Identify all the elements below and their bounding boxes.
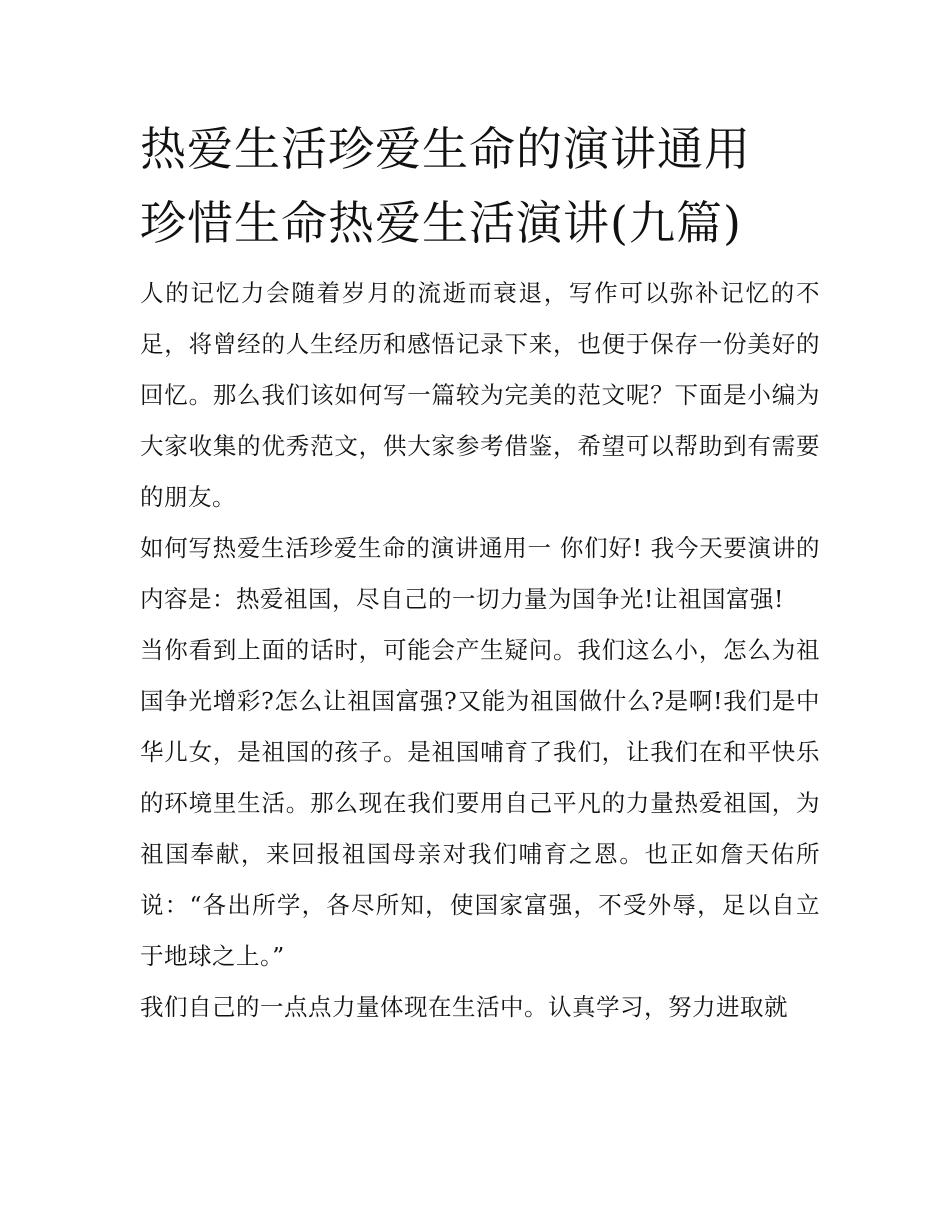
document-body	[140, 112, 820, 1033]
intro-paragraph: 人的记忆力会随着岁月的流逝而衰退，写作可以弥补记忆的不足，将曾经的人生经历和感悟记录下来，也便于保存一份美好的回忆。那么我们该如何写一篇较为完美的范文呢？下面是小编为大家收集的优秀范文，供大家参考借鉴，希望可以帮助到有需要的朋友。	[140, 279, 820, 511]
title-line-1: 热爱生活珍爱生命的演讲通用	[140, 122, 751, 176]
title-line-2: 珍惜生命热爱生活演讲(九篇)	[140, 196, 742, 250]
document-title	[140, 112, 820, 260]
speech-body-paragraph: 当你看到上面的话时，可能会产生疑问。我们这么小，怎么为祖国争光增彩?怎么让祖国富强?又能为祖国做什么?是啊!我们是中华儿女，是祖国的孩子。是祖国哺育了我们，让我们在和平快乐的环境里生活。那么现在我们要用自己平凡的力量热爱祖国，为祖国奉献，来回报祖国母亲对我们哺育之恩。也正如詹天佑所说：“各出所学，各尽所知，使国家富强，不受外辱，足以自立于地球之上。”	[140, 636, 820, 970]
speech-continuation-paragraph: 我们自己的一点点力量体现在生活中。认真学习，努力进取就	[140, 993, 788, 1021]
speech-opening-paragraph: 如何写热爱生活珍爱生命的演讲通用一 你们好! 我今天要演讲的内容是：热爱祖国，尽自己的一切力量为国争光!让祖国富强!	[140, 534, 820, 613]
